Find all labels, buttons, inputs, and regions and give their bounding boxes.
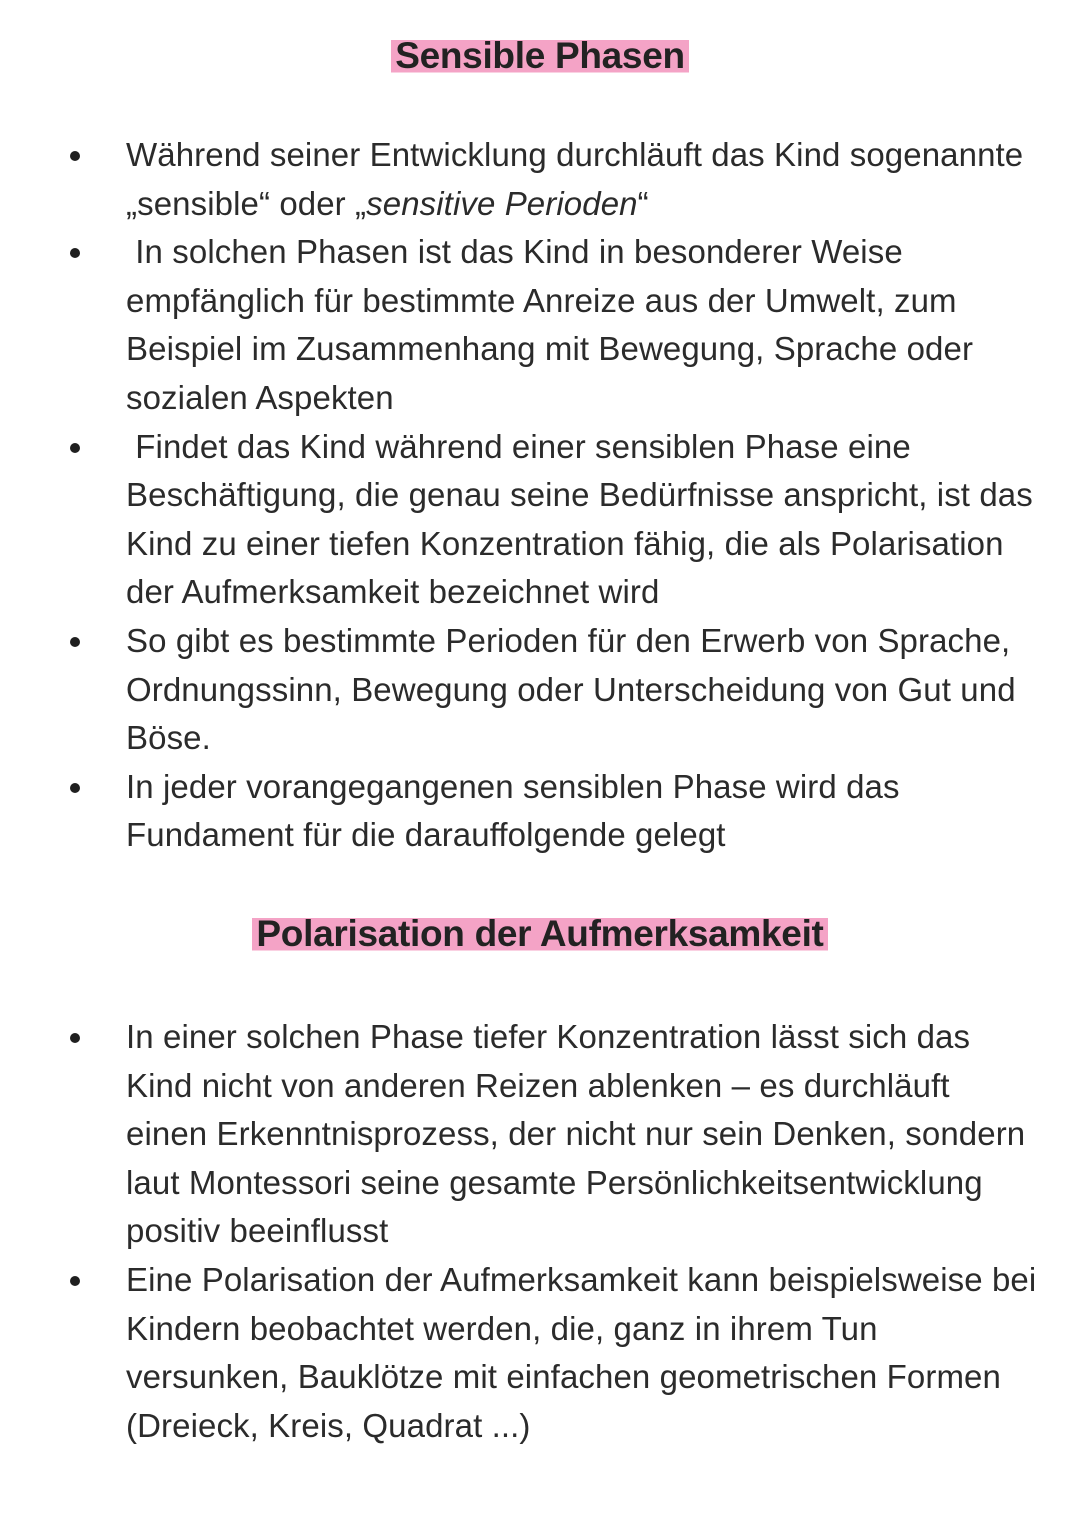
bullet-text: In solchen Phasen ist das Kind in besonderer Weise empfänglich für bestimmte Anreize aus der Umwelt, zum Beispiel im Zusammenhang mit Bewegung, Sprache oder sozialen Aspekten <box>126 233 983 416</box>
section-title-text: Polarisation der Aufmerksamkeit <box>252 913 827 954</box>
list-item <box>0 423 1080 617</box>
bullet-text: In einer solchen Phase tiefer Konzentration lässt sich das Kind nicht von anderen Reizen ablenken – es durchläuft einen Erkenntnisprozess, der nicht nur sein Denken, sondern laut Montessori seine gesamte Persönlichkeitsentwicklung positiv beeinflusst <box>126 1018 1026 1250</box>
bullet-icon <box>70 248 80 258</box>
bullet-text: Während seiner Entwicklung durchläuft das Kind sogenannte „sensible“ oder „ <box>126 136 1024 222</box>
bullet-text: So gibt es bestimmte Perioden für den Erwerb von Sprache, Ordnungssinn, Bewegung oder Unterscheidung von Gut und Böse. <box>126 621 1016 757</box>
bullet-list-sensible-phasen <box>0 131 1080 860</box>
list-item <box>0 228 1080 422</box>
list-item <box>0 763 1080 860</box>
bullet-icon <box>70 1033 80 1043</box>
list-item <box>0 617 1080 763</box>
section-title-text: Sensible Phasen <box>391 35 689 76</box>
bullet-text: In jeder vorangegangenen sensiblen Phase wird das Fundament für die darauffolgende gelegt <box>126 767 900 854</box>
bullet-icon <box>70 783 80 793</box>
list-item <box>0 131 1080 228</box>
bullet-icon <box>70 443 80 453</box>
bullet-text: Eine Polarisation der Aufmerksamkeit kann beispielsweise bei Kindern beobachtet werden, die, ganz in ihrem Tun versunken, Bauklötze mit einfachen geometrischen Formen (Dreieck, Kreis, Quadrat ...) <box>126 1260 1037 1444</box>
bullet-text: Findet das Kind während einer sensiblen Phase eine Beschäftigung, die genau seine Bedürfnisse anspricht, ist das Kind zu einer tiefen Konzentration fähig, die als Polarisation der Aufmerksamkeit bezeichnet wird <box>126 427 1043 611</box>
list-item <box>0 1013 1080 1256</box>
bullet-text-italic: sensitive Perioden <box>366 184 638 222</box>
bullet-icon <box>70 1276 80 1286</box>
bullet-icon <box>70 151 80 161</box>
bullet-text-closing-quote: “ <box>637 184 649 222</box>
section-title-sensible-phasen <box>0 34 1080 78</box>
section-title-polarisation <box>0 912 1080 956</box>
bullet-icon <box>70 637 80 647</box>
bullet-list-polarisation <box>0 1013 1080 1450</box>
list-item <box>0 1256 1080 1450</box>
